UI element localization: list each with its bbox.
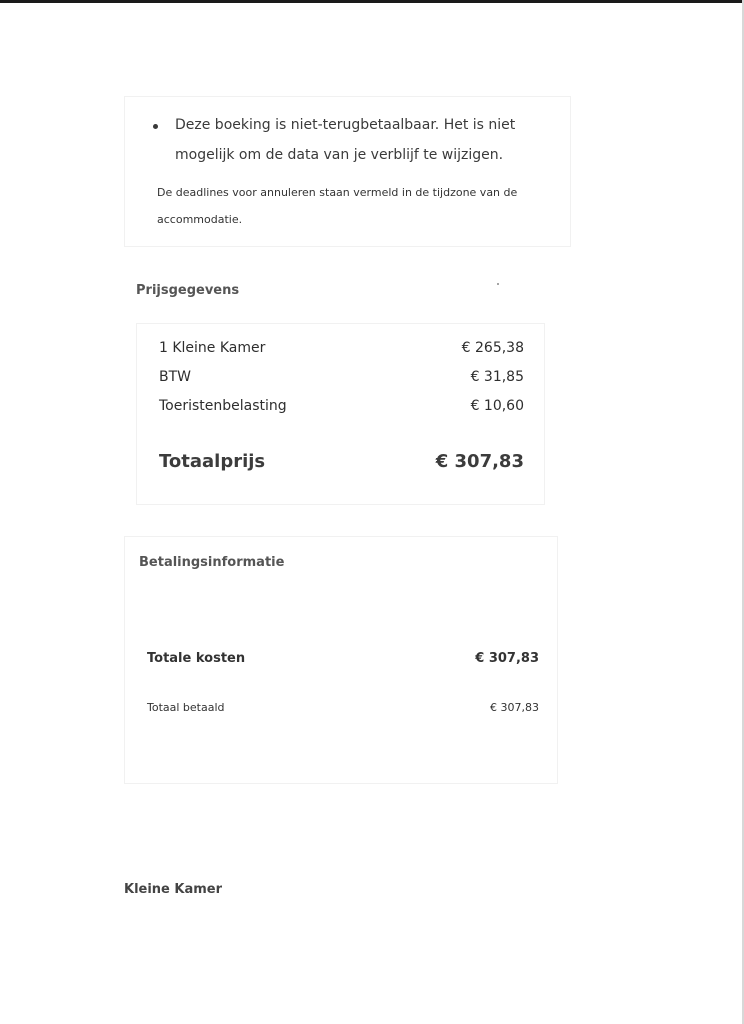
cancellation-policy-card	[124, 96, 571, 247]
non-refundable-note: Deze boeking is niet-terugbetaalbaar. Het is niet mogelijk om de data van je verblijf te wijzigen.	[175, 117, 516, 163]
total-paid-amount: € 307,83	[490, 701, 539, 714]
price-row-tourist-tax	[159, 398, 524, 414]
payment-info-card	[124, 536, 558, 784]
total-costs-row	[147, 651, 539, 666]
room-title: Kleine Kamer	[124, 882, 223, 897]
payment-info-heading: Betalingsinformatie	[139, 555, 285, 570]
scan-top-edge	[0, 0, 744, 3]
price-details-heading: Prijsgegevens	[136, 283, 240, 298]
price-row-label: Toeristenbelasting	[159, 398, 287, 414]
price-row-vat	[159, 369, 524, 385]
total-costs-amount: € 307,83	[475, 651, 539, 666]
total-costs-label: Totale kosten	[147, 651, 246, 666]
total-price-label: Totaalprijs	[159, 451, 266, 472]
total-price-row	[159, 451, 524, 472]
price-row-label: 1 Kleine Kamer	[159, 340, 266, 356]
bullet-icon	[153, 124, 158, 129]
price-row-amount: € 265,38	[461, 340, 524, 356]
price-row-amount: € 10,60	[470, 398, 524, 414]
total-paid-row	[147, 701, 539, 714]
total-price-amount: € 307,83	[435, 451, 524, 472]
total-paid-label: Totaal betaald	[147, 701, 225, 714]
price-row-label: BTW	[159, 369, 191, 385]
scan-speck	[497, 283, 499, 285]
price-details-card	[136, 323, 545, 505]
price-row-amount: € 31,85	[470, 369, 524, 385]
price-row-room	[159, 340, 524, 356]
timezone-note: De deadlines voor annuleren staan vermeld in de tijdzone van de accommodatie.	[157, 186, 518, 226]
